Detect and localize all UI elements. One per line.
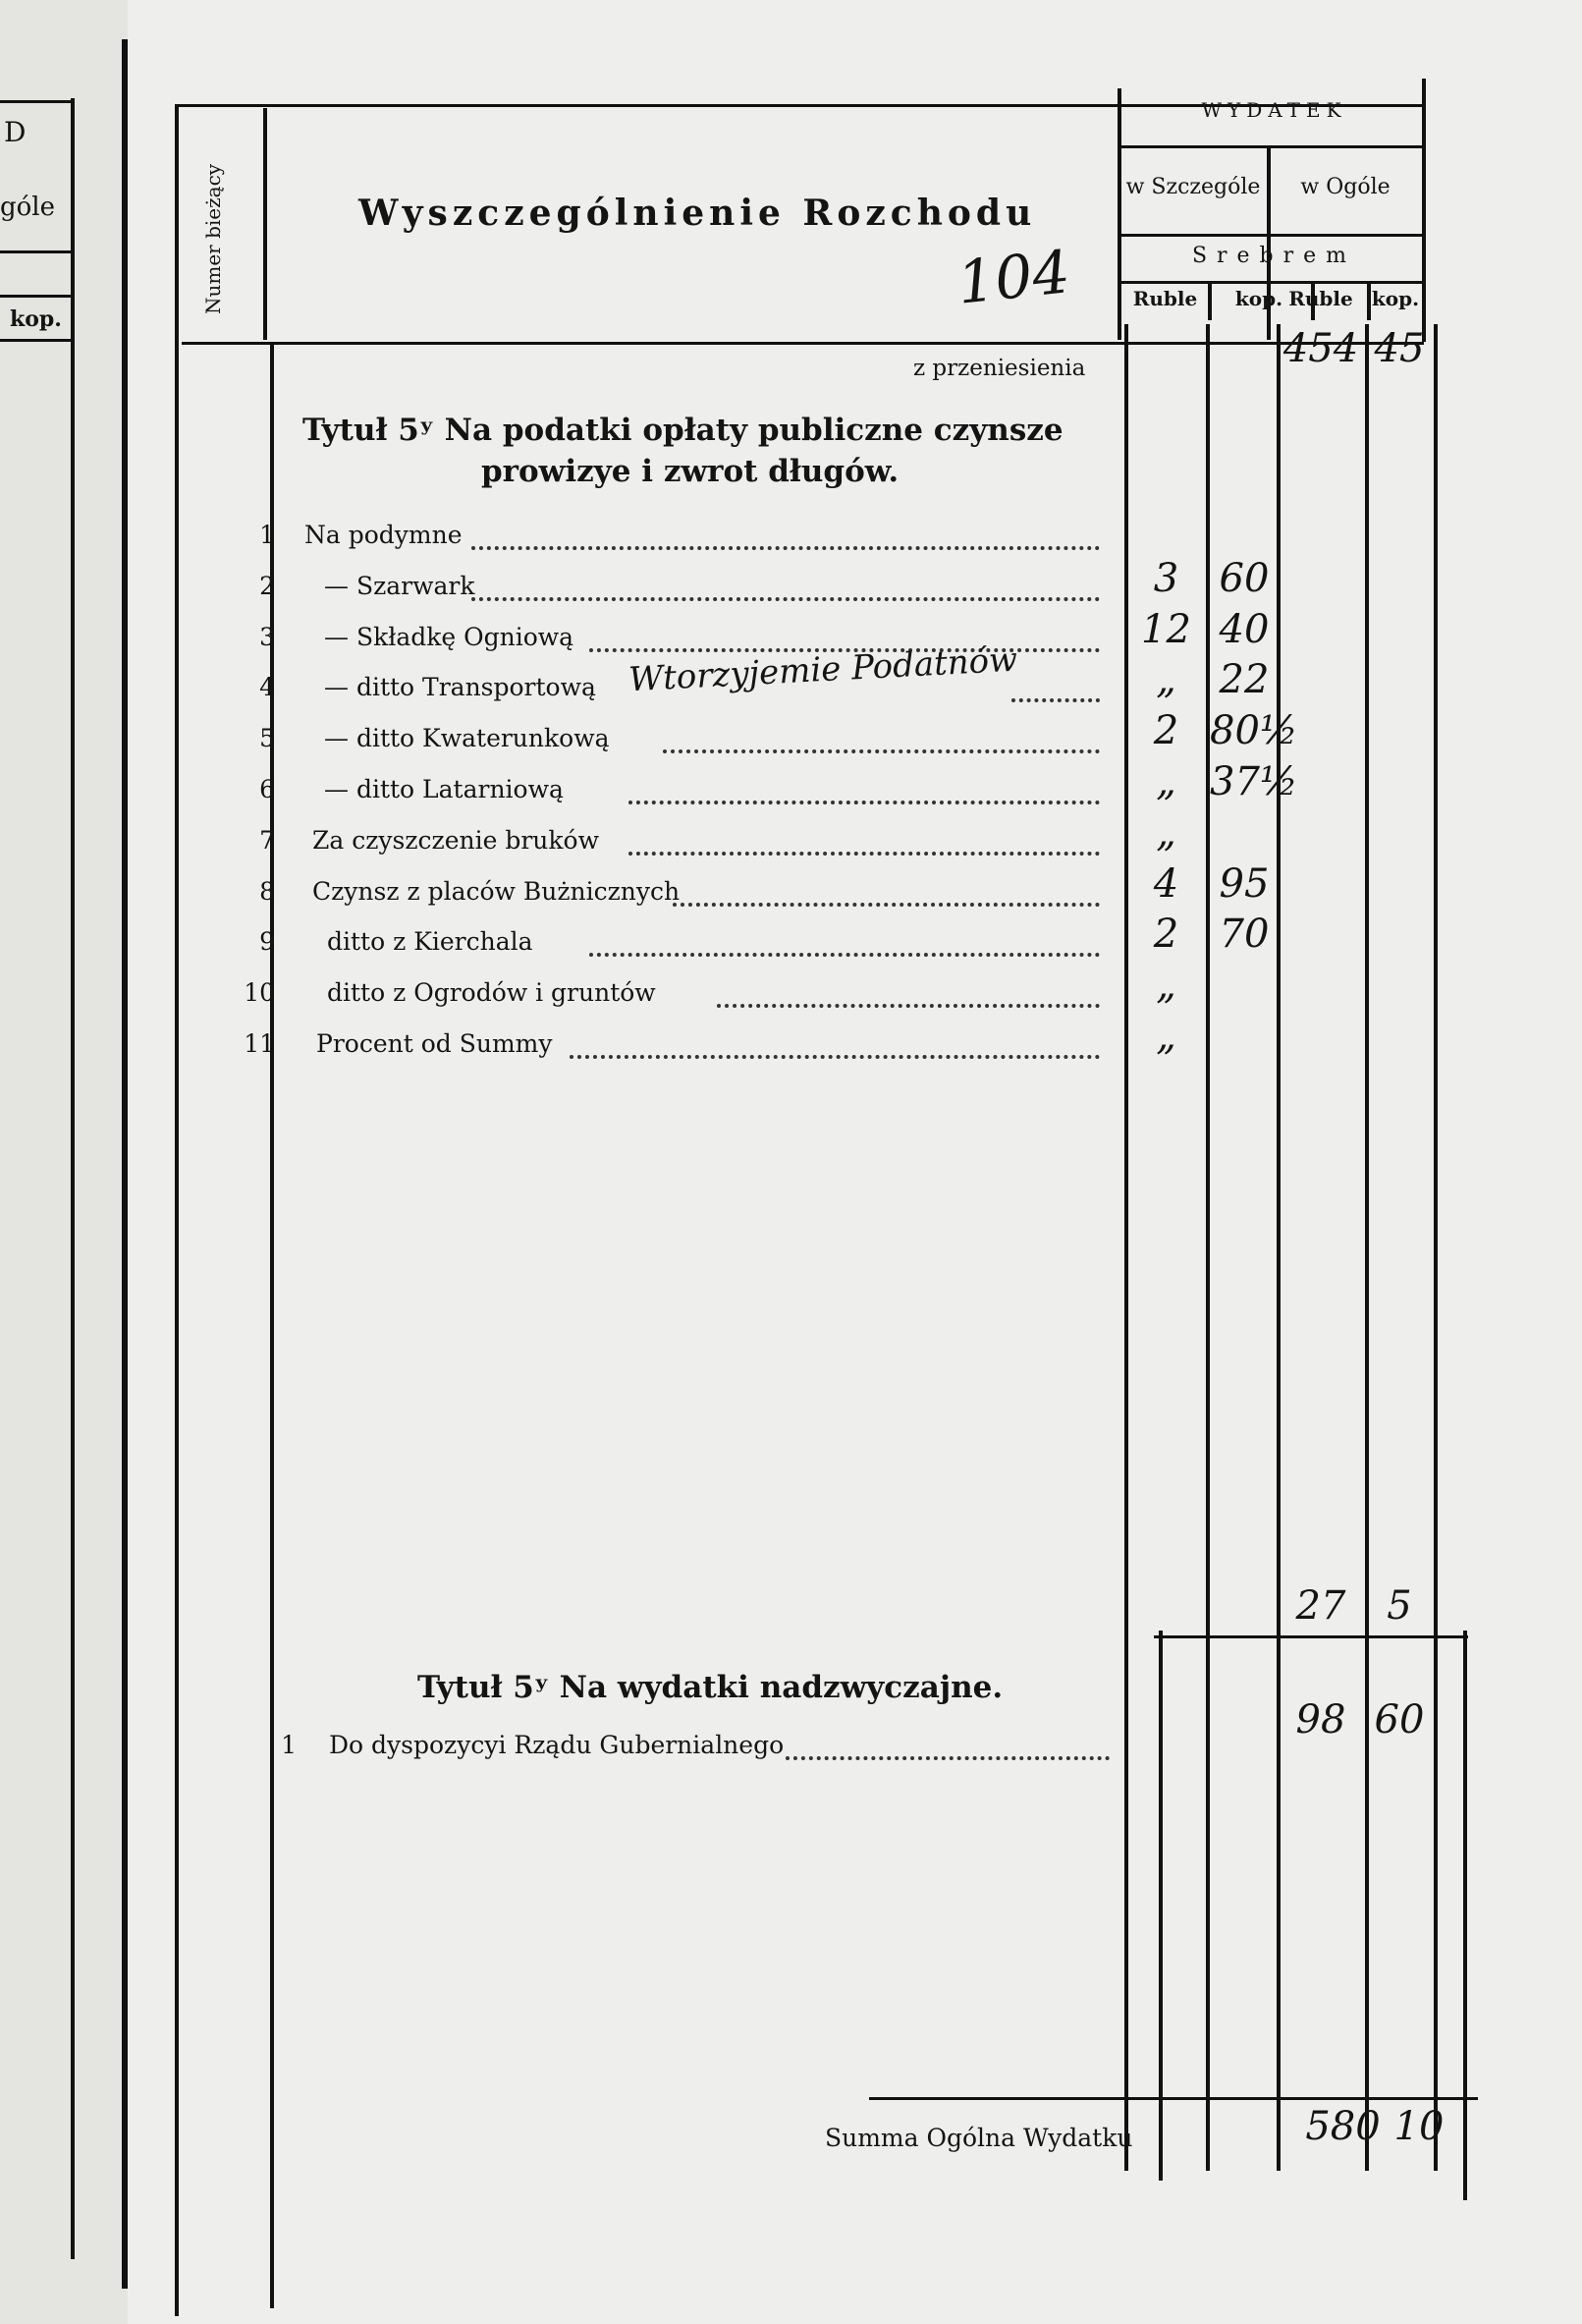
row-text: ditto z Kierchala	[327, 927, 533, 956]
row-number: 1	[259, 521, 275, 549]
row-text: Na podymne	[304, 521, 463, 549]
section-total-rule	[1154, 1635, 1468, 1638]
leader-dots	[673, 899, 1100, 907]
summa-rule	[869, 2097, 1478, 2100]
row-kop: 70	[1219, 912, 1270, 957]
prev-page-header-1: D	[4, 116, 27, 148]
row-ruble: „	[1156, 1014, 1176, 1059]
row-ruble: „	[1156, 759, 1176, 804]
carried-ruble: 454	[1282, 326, 1359, 371]
leader-dots	[1011, 694, 1100, 702]
row-number: 2	[259, 572, 275, 600]
summa-kop: 10	[1393, 2104, 1445, 2149]
row-text: — ditto Kwaterunkową	[324, 724, 610, 752]
page-number-handwritten: 104	[954, 238, 1073, 318]
section1-title-line1: Tytuł 5ʸ Na podatki opłaty publiczne czynsze	[302, 413, 1064, 448]
amount-column-start	[1124, 324, 1128, 2171]
row-text: ditto z Ogrodów i gruntów	[327, 978, 656, 1007]
row-number: 7	[259, 826, 275, 855]
row-number: 4	[259, 673, 275, 701]
ruble-header-1: Ruble	[1132, 287, 1198, 310]
row-ruble: 4	[1153, 861, 1179, 907]
row-kop: 60	[1219, 556, 1270, 601]
section-title: Wyszczególnienie Rozchodu	[358, 193, 1037, 234]
previous-page-strip	[0, 0, 128, 2324]
row-number: 11	[244, 1029, 275, 1058]
w-szczegole-label: w Szczególe	[1125, 175, 1261, 199]
leader-dots	[589, 949, 1100, 957]
leader-dots	[471, 593, 1100, 601]
row-number: 8	[259, 877, 275, 906]
frame-left	[175, 106, 179, 2316]
row-text: Czynsz z placów Bużnicznych	[312, 877, 681, 906]
row-ruble: 2	[1153, 708, 1179, 753]
row-text: Za czyszczenie bruków	[312, 826, 599, 855]
leader-dots	[663, 746, 1100, 753]
row-text: — Szarwark	[324, 572, 475, 600]
carried-label: z przeniesienia	[913, 356, 1086, 381]
summa-ruble: 580	[1305, 2104, 1381, 2149]
header-bottom-rule	[182, 342, 1424, 345]
row-ruble: 12	[1141, 607, 1191, 652]
section2-row-number: 1	[281, 1731, 297, 1759]
row-text: — ditto Transportową	[324, 673, 596, 701]
w-ogole-label: w Ogóle	[1300, 175, 1391, 199]
carried-kop: 45	[1374, 326, 1425, 371]
section2-title: Tytuł 5ʸ Na wydatki nadzwyczajne.	[417, 1670, 1004, 1705]
section2-row-text: Do dyspozycyi Rządu Gubernialnego	[329, 1731, 785, 1759]
kop-header-1: kop.	[1234, 287, 1283, 310]
row-text: Procent od Summy	[316, 1029, 553, 1058]
leader-dots	[628, 848, 1100, 856]
section1-total-kop: 5	[1387, 1583, 1412, 1629]
row-ruble: „	[1156, 810, 1176, 856]
row-kop: 40	[1219, 607, 1270, 652]
leader-dots	[628, 797, 1100, 804]
handwritten-note: Wtorzyjemie Podatnów	[627, 639, 1019, 700]
section1-total-ruble: 27	[1295, 1583, 1346, 1629]
numer-biezacy-label: Numer bieżący	[201, 163, 225, 314]
section2-ruble: 98	[1295, 1697, 1346, 1743]
row-number: 5	[259, 724, 275, 752]
row-kop: 22	[1219, 657, 1270, 702]
ruble-header-2: Ruble	[1288, 287, 1353, 310]
leader-dots	[471, 542, 1100, 550]
leader-dots	[570, 1051, 1100, 1059]
row-number: 10	[244, 978, 275, 1007]
row-number: 6	[259, 775, 275, 803]
leader-dots	[717, 1000, 1100, 1008]
section1-title-line2: prowizye i zwrot długów.	[481, 454, 900, 489]
row-text: — Składkę Ogniową	[324, 623, 574, 651]
prev-page-header-2: góle	[0, 193, 55, 222]
row-kop: 80½	[1210, 708, 1298, 753]
summa-label: Summa Ogólna Wydatku	[825, 2124, 1133, 2152]
row-kop: 95	[1219, 861, 1270, 907]
prev-page-header-3: kop.	[10, 306, 62, 332]
srebrem-label: Srebrem	[1191, 244, 1357, 268]
row-kop: 37½	[1210, 759, 1298, 804]
wydatek-label: WYDATEK	[1201, 98, 1347, 122]
row-ruble: 2	[1153, 912, 1179, 957]
row-ruble: „	[1156, 657, 1176, 702]
section2-kop: 60	[1374, 1697, 1425, 1743]
row-ruble: „	[1156, 963, 1176, 1008]
row-number: 9	[259, 927, 275, 956]
row-ruble: 3	[1153, 556, 1179, 601]
row-number: 3	[259, 623, 275, 651]
kop-header-2: kop.	[1371, 287, 1420, 310]
row-text: — ditto Latarniową	[324, 775, 564, 803]
